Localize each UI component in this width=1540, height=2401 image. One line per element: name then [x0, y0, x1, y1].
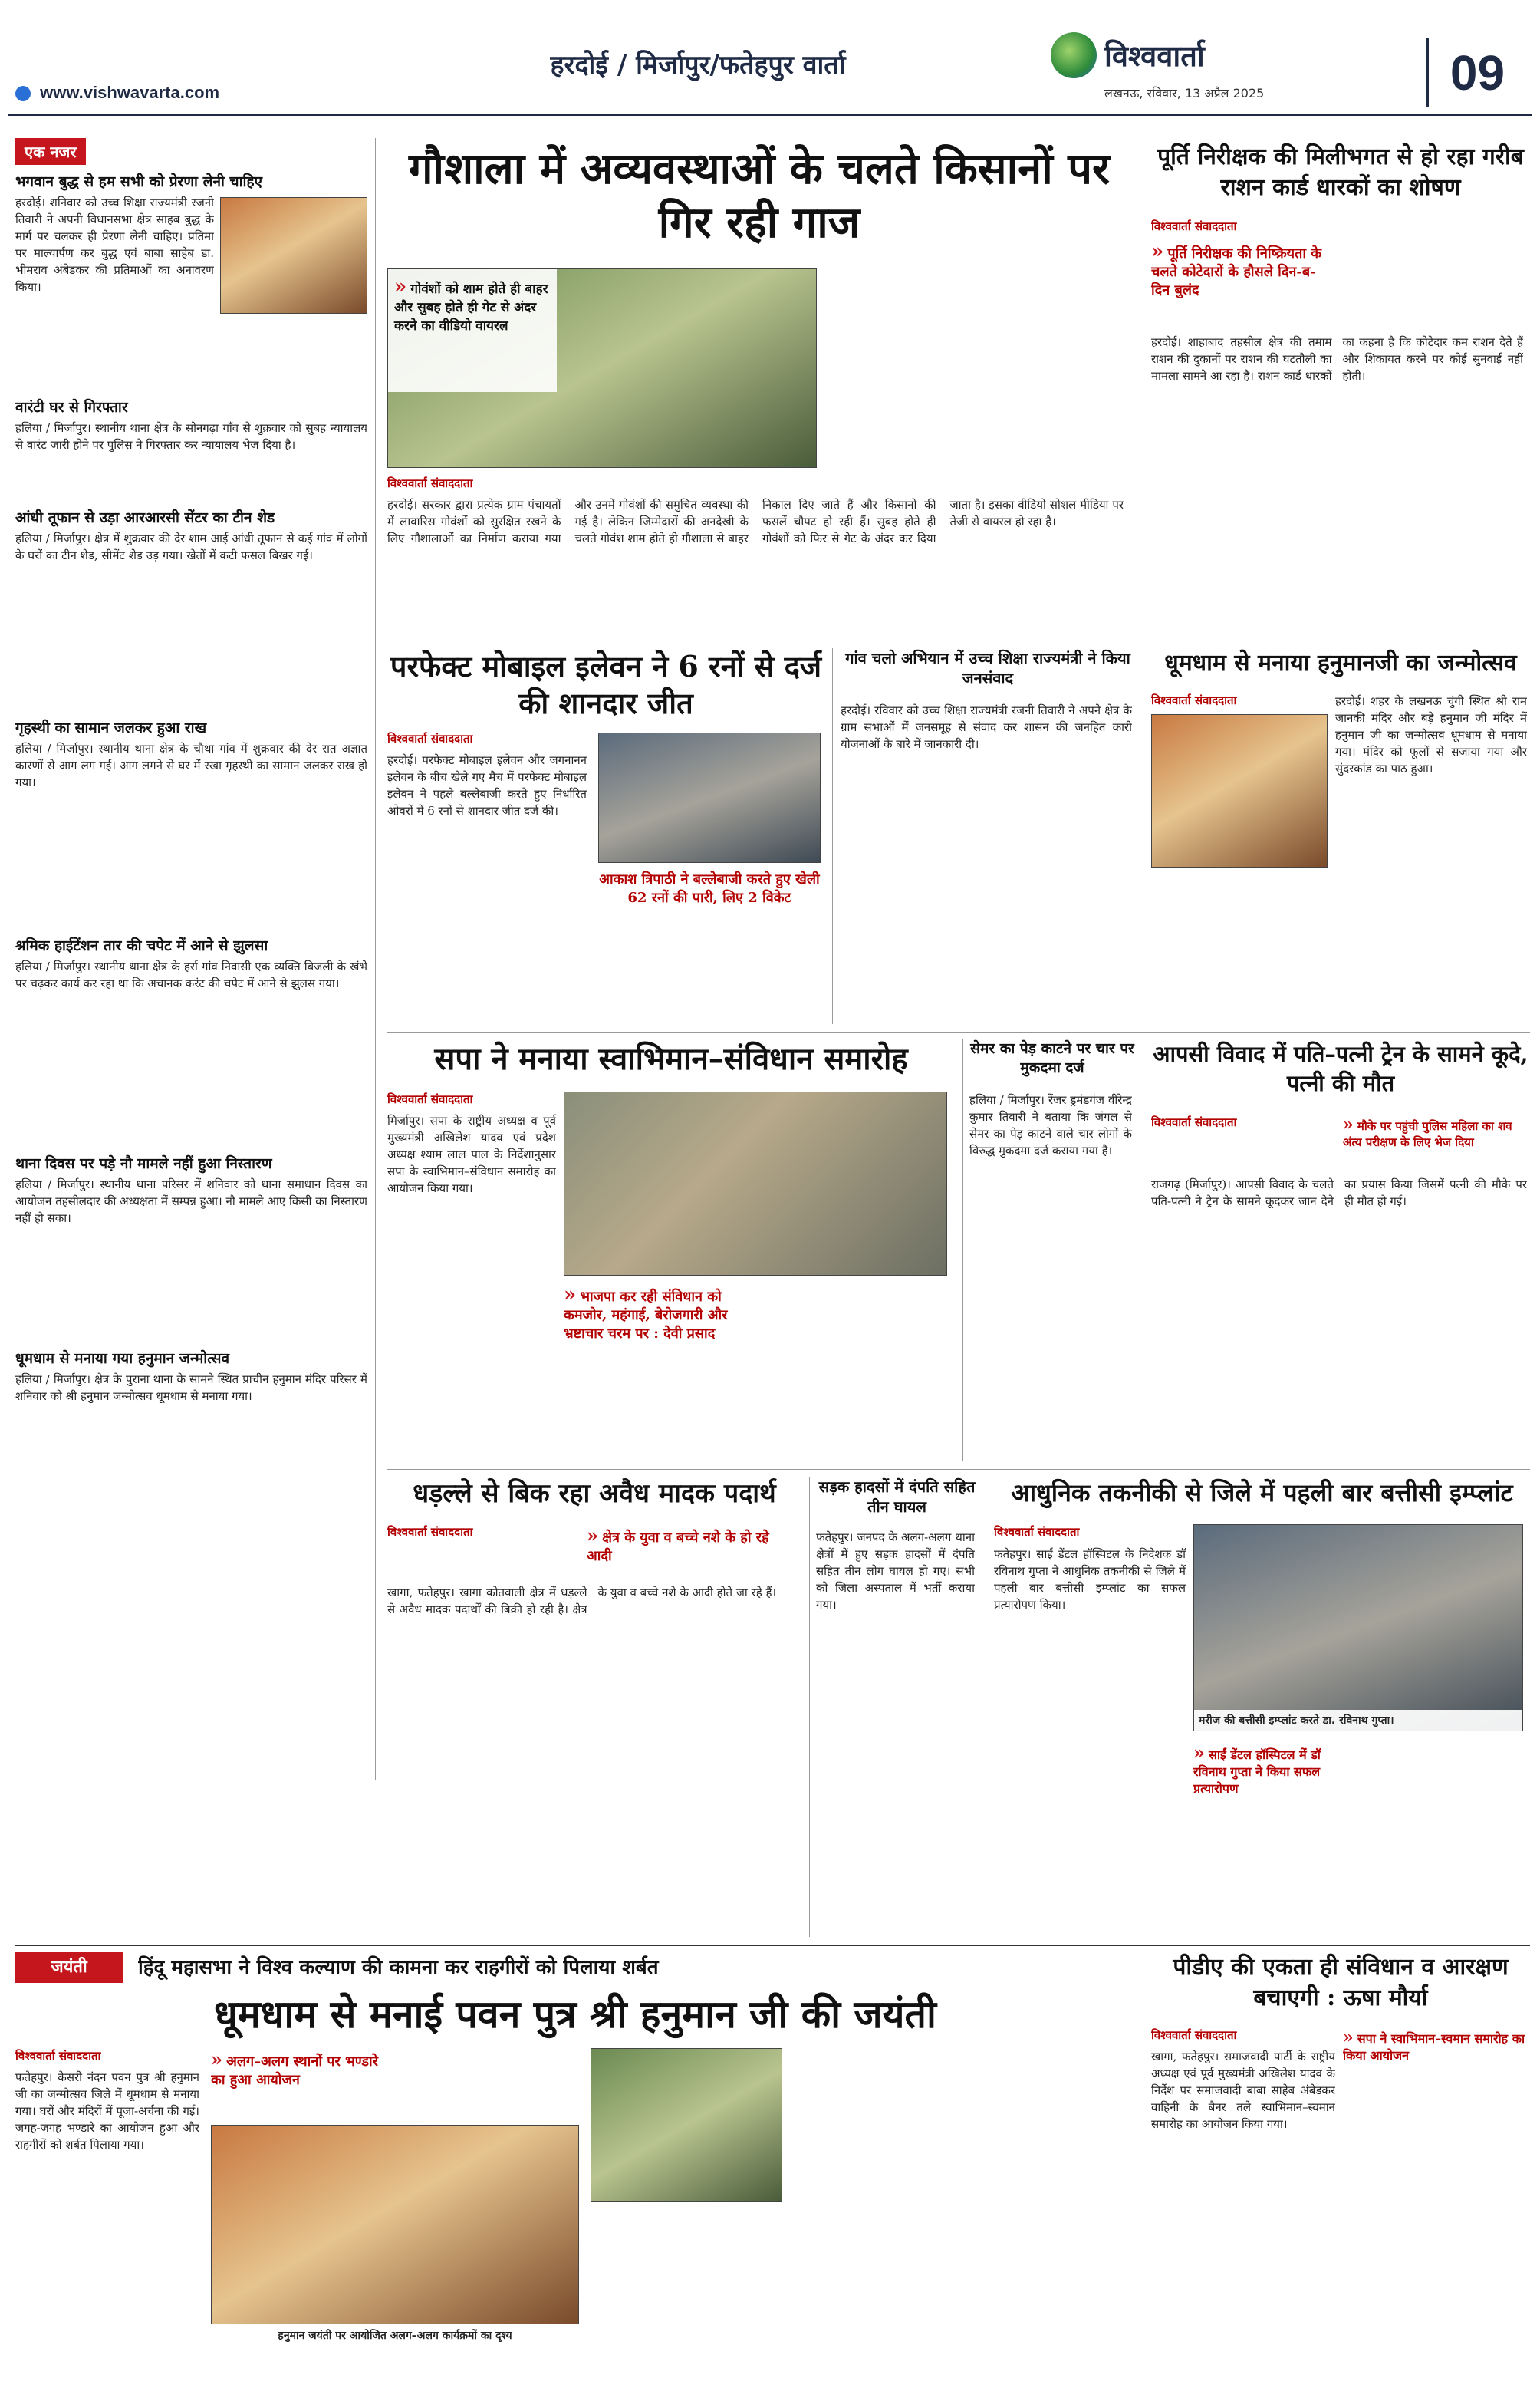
sidebar-item-title: थाना दिवस पर पड़े नौ मामले नहीं हुआ निस्तारण — [15, 1155, 272, 1172]
quote-mark-icon: » — [587, 1524, 598, 1546]
lead-story — [387, 142, 1131, 633]
implant-headline: आधुनिक तकनीकी से जिले में पहली बार बत्तीसी इम्प्लांट — [1011, 1478, 1513, 1507]
sidebar-item-title: वारंटी घर से गिरफ्तार — [15, 399, 128, 416]
jayanti-headline: धूमधाम से मनाई पवन पुत्र श्री हनुमान जी की जयंती — [213, 1991, 936, 2037]
divider — [387, 1032, 1530, 1033]
drugs-story — [387, 1477, 801, 1937]
samvidhan-byline — [387, 1092, 571, 1110]
jayanti-text: फतेहपुर। केसरी नंदन पवन पुत्र श्री हनुमान जी का जन्मोत्सव जिले में धूमधाम से मनाया गया। घरों और मंदिरों में पूजा-अर्चना की गई। जगह-जगह भण्डारे का आयोजन हुआ और राहगीरों को शर्बत पिलाया गया। — [15, 2070, 199, 2152]
quote-mark-icon: » — [1343, 2027, 1354, 2047]
byline-text: विश्ववार्ता संवाददाता — [1151, 219, 1237, 233]
byline-text: विश्ववार्ता संवाददाता — [994, 1525, 1080, 1539]
jayanti-photo-caption: हनुमान जयंती पर आयोजित अलग–अलग कार्यक्रमों का दृश्य — [278, 2330, 512, 2342]
sidebar-item-title: आंधी तूफान से उड़ा आरआरसी सेंटर का टीन शेड — [15, 509, 275, 526]
sidebar-tag: एक नजर — [15, 138, 86, 165]
accident-headline: सड़क हादसों में दंपति सहित तीन घायल — [818, 1477, 976, 1516]
implant-quote-text: साईं डेंटल हॉस्पिटल में डॉ रविनाथ गुप्ता ने किया सफल प्रत्यारोपण — [1193, 1747, 1321, 1796]
section-title: हरदोई / मिर्जापुर/फतेहपुर वार्ता — [550, 50, 846, 81]
jayanti-photo — [211, 2125, 579, 2324]
samvidhan-photo — [564, 1092, 947, 1276]
sidebar-item-title: धूमधाम से मनाया गया हनुमान जन्मोत्सव — [15, 1350, 230, 1367]
dispute-quote-text: मौके पर पहुंची पुलिस महिला का शव अंत्य परीक्षण के लिए भेज दिया — [1343, 1119, 1512, 1149]
lead-byline — [387, 476, 617, 494]
jayanti-tag: जयंती — [15, 1952, 123, 1983]
hanuman-headline: धूमधाम से मनाया हनुमानजी का जन्मोत्सव — [1164, 650, 1517, 677]
byline-text: विश्ववार्ता संवाददाता — [1151, 2028, 1237, 2042]
dispute-text: राजगढ़ (मिर्जापुर)। आपसी विवाद के चलते पति-पत्नी ने ट्रेन के सामने कूदकर जान देने का प्रयास किया जिसमें पत्नी की मौके पर ही मौत हो गई। — [1151, 1177, 1527, 1208]
globe-icon — [15, 86, 31, 101]
samvidhan-text: मिर्जापुर। सपा के राष्ट्रीय अध्यक्ष व पूर्व मुख्यमंत्री अखिलेश यादव एवं प्रदेश अध्यक्ष श्याम लाल पाल के निर्देशानुसार सपा के स्वाभिमान–संविधान समारोह का आयोजन किया गया। — [387, 1114, 556, 1195]
supply-text: हरदोई। शाहाबाद तहसील क्षेत्र की तमाम राशन की दुकानों पर राशन की घटतौली का मामला सामने आ रहा है। राशन कार्ड धारकों का कहना है कि कोटेदार कम राशन देते हैं और शिकायत करने पर कोई सुनवाई नहीं होती। — [1151, 335, 1523, 383]
site-url-text: www.vishwavarta.com — [40, 83, 220, 102]
dispute-quote — [1343, 1115, 1527, 1168]
lead-text: हरदोई। सरकार द्वारा प्रत्येक ग्राम पंचायतों में लावारिस गोवंशों को सुरक्षित रखने के लिए गौशालाओं का निर्माण कराया गया और उनमें गोवंशों की समुचित व्यवस्था की गई है। लेकिन जिम्मेदारों की अनदेखी के चलते गोवंश शाम होते ही गौशाला से बाहर निकाल दिए जाते हैं और किसानों की फसलें चौपट हो रही हैं। सुबह होते ही गोवंशों को फिर से गेट के अंदर कर दिया जाता है। इसका वीडियो सोशल मीडिया पर तेजी से वायरल हो रहा है। — [387, 498, 1124, 545]
accident-text: फतेहपुर। जनपद के अलग-अलग थाना क्षेत्रों में हुए सड़क हादसों में दंपति सहित तीन लोग घायल हो गए। सभी को जिला अस्पताल में भर्ती कराया गया। — [816, 1530, 975, 1612]
divider — [15, 1945, 1530, 1946]
sidebar-item — [15, 173, 367, 394]
village-headline: गांव चलो अभियान में उच्च शिक्षा राज्यमंत्री ने किया जनसंवाद — [845, 649, 1130, 687]
sidebar-item-title: भगवान बुद्ध से हम सभी को प्रेरणा लेनी चाहिए — [15, 173, 263, 190]
sidebar-item-title: श्रमिक हाईटेंशन तार की चपेट में आने से झुलसा — [15, 937, 268, 954]
jayanti-photo-2 — [591, 2048, 782, 2202]
samvidhan-headline: सपा ने मनाया स्वाभिमान–संविधान समारोह — [434, 1041, 908, 1077]
lead-photo — [387, 268, 817, 468]
logo-mark-icon — [1051, 32, 1097, 78]
sidebar-item-title: गृहस्थी का सामान जलकर हुआ राख — [15, 720, 207, 736]
sidebar-item — [15, 719, 367, 932]
pda-headline: पीडीए की एकता ही संविधान व आरक्षण बचाएगी : ऊषा मौर्या — [1173, 1954, 1509, 2011]
quote-mark-icon: » — [394, 275, 407, 298]
sidebar-item — [15, 937, 367, 1150]
sidebar-item-text: हलिया / मिर्जापुर। स्थानीय थाना परिसर में शनिवार को थाना समाधान दिवस का आयोजन तहसीलदार की अध्यक्षता में सम्पन्न हुआ। नौ मामले आए किसी का निस्तारण नहीं हो सका। — [15, 1177, 367, 1225]
page-number: 09 — [1426, 38, 1526, 107]
cricket-byline — [387, 731, 587, 749]
sidebar-item-photo — [220, 197, 367, 314]
accident-story — [809, 1477, 978, 1937]
cricket-story — [387, 648, 824, 1024]
paper-name: विश्ववार्ता — [1104, 39, 1205, 73]
hanuman-story — [1143, 648, 1530, 1024]
masthead-rule — [8, 114, 1532, 116]
drugs-quote — [587, 1524, 794, 1578]
cricket-photo-quote-text: आकाश त्रिपाठी ने बल्लेबाजी करते हुए खेली 62 रनों की पारी, लिए 2 विकेट — [599, 871, 820, 906]
drugs-headline: धड़ल्ले से बिक रहा अवैध मादक पदार्थ — [413, 1478, 776, 1509]
implant-photo-caption: मरीज की बत्तीसी इम्प्लांट करते डा. रविनाथ गुप्ता। — [1194, 1710, 1522, 1731]
byline-text: विश्ववार्ता संवाददाता — [387, 1092, 473, 1106]
quote-mark-icon: » — [1343, 1115, 1354, 1135]
byline-text: विश्ववार्ता संवाददाता — [1151, 1115, 1237, 1129]
jayanti-quote — [211, 2048, 395, 2117]
pda-text: खागा, फतेहपुर। समाजवादी पार्टी के राष्ट्रीय अध्यक्ष एवं पूर्व मुख्यमंत्री अखिलेश यादव के निर्देश पर समाजवादी बाबा साहेब अंबेडकर वाहिनी के बैनर तले स्वाभिमान–स्वमान समारोह का आयोजन किया गया। — [1151, 2050, 1335, 2131]
supply-quote — [1151, 240, 1328, 324]
cricket-text: हरदोई। परफेक्ट मोबाइल इलेवन और जगनानन इलेवन के बीच खेले गए मैच में परफेक्ट मोबाइल इलेवन ने पहले बल्लेबाजी करते हुए निर्धारित ओवरों में 6 रनों से शानदार जीत दर्ज की। — [387, 753, 587, 818]
drugs-text: खागा, फतेहपुर। खागा कोतवाली क्षेत्र में धड़ल्ले से अवैध मादक पदार्थों की बिक्री हो रही है। क्षेत्र के युवा व बच्चे नशे के आदी होते जा रहे हैं। — [387, 1586, 777, 1616]
quote-mark-icon: » — [1151, 240, 1164, 263]
tree-text: हलिया / मिर्जापुर। रेंजर ड्रमंडगंज वीरेन्द्र कुमार तिवारी ने बताया कि जंगल से सेमर का पेड़ काटने वाले चार लोगों के विरुद्ध मुकदमा दर्ज कराया गया है। — [969, 1093, 1132, 1158]
jayanti-kicker: हिंदू महासभा ने विश्व कल्याण की कामना कर राहगीरों को पिलाया शर्बत — [138, 1956, 659, 1979]
samvidhan-story — [387, 1039, 955, 1461]
supply-quote-text: पूर्ति निरीक्षक की निष्क्रियता के चलते कोटेदारों के हौसले दिन-ब-दिन बुलंद — [1151, 245, 1322, 298]
hanuman-byline — [1151, 693, 1335, 711]
quote-mark-icon: » — [564, 1283, 577, 1306]
lead-headline: गौशाला में अव्यवस्थाओं के चलते किसानों पर गिर रही गाज — [409, 143, 1110, 248]
village-text: हरदोई। रविवार को उच्च शिक्षा राज्यमंत्री रजनी तिवारी ने अपने क्षेत्र के ग्राम सभाओं में जनसमूह से संवाद कर शासन की जनहित कारी योजनाओं के बारे में जानकारी दी। — [841, 703, 1132, 751]
sidebar-item-text: हलिया / मिर्जापुर। स्थानीय थाना क्षेत्र के सोनगढ़ा गाँव से शुक्रवार को सुबह न्यायालय से वारंट जारी होने पर पुलिस ने गिरफ्तार कर न्यायालय भेज दिया है। — [15, 421, 367, 452]
byline-text: विश्ववार्ता संवाददाता — [15, 2049, 101, 2063]
dispute-story — [1143, 1039, 1530, 1461]
sidebar-item-text: हलिया / मिर्जापुर। क्षेत्र में शुक्रवार की देर शाम आई आंधी तूफान से कई गांव में लोगों के घरों का टीन शेड, सीमेंट शेड उड़ गया। खेतों में कटी फसल बिखर गई। — [15, 532, 367, 562]
masthead — [0, 0, 1540, 115]
quote-mark-icon: » — [211, 2048, 222, 2070]
implant-photo — [1193, 1524, 1523, 1731]
tree-headline: सेमर का पेड़ काटने पर चार पर मुकदमा दर्ज — [970, 1040, 1134, 1076]
pda-byline — [1151, 2027, 1335, 2046]
implant-byline — [994, 1524, 1178, 1543]
sidebar-item — [15, 509, 367, 714]
sidebar-item — [15, 1349, 367, 1570]
sidebar-item-text: हलिया / मिर्जापुर। क्षेत्र के पुराना थाना के सामने स्थित प्राचीन हनुमान मंदिर परिसर में शनिवार को श्री हनुमान जन्मोत्सव धूमधाम से मनाया गया। — [15, 1372, 367, 1403]
divider — [387, 1469, 1530, 1470]
dispute-byline — [1151, 1115, 1335, 1133]
drugs-byline — [387, 1524, 571, 1543]
pda-quote-text: सपा ने स्वाभिमान–स्वमान समारोह का किया आयोजन — [1343, 2031, 1525, 2063]
byline-text: विश्ववार्ता संवाददाता — [387, 732, 473, 746]
supply-story — [1143, 142, 1530, 633]
supply-headline: पूर्ति निरीक्षक की मिलीभगत से हो रहा गरीब राशन कार्ड धारकों का शोषण — [1157, 143, 1524, 201]
samvidhan-photo-quote-text: भाजपा कर रही संविधान को कमजोर, महंगाई, बेरोजगारी और भ्रष्टाचार चरम पर : देवी प्रसाद — [564, 1289, 728, 1342]
lead-photo-quote: गोवंशों को शाम होते ही बाहर और सुबह होते ही गेट से अंदर करने का वीडियो वायरल — [394, 282, 548, 334]
tree-story — [962, 1039, 1135, 1461]
jayanti-quote-text: अलग–अलग स्थानों पर भण्डारे का हुआ आयोजन — [211, 2054, 378, 2088]
sidebar-ek-nazar — [15, 138, 376, 1780]
sidebar-item-text: हलिया / मिर्जापुर। स्थानीय थाना क्षेत्र के चौथा गांव में शुक्रवार की देर रात अज्ञात कारणों से आग लग गई। आग लगने से घर में रखा गृहस्थी का सामान जलकर राख हो गया। — [15, 742, 367, 789]
implant-quote — [1193, 1741, 1347, 1826]
byline-text: विश्ववार्ता संवाददाता — [1151, 693, 1237, 707]
pda-story — [1143, 1952, 1530, 2389]
cricket-photo-quote — [598, 871, 821, 955]
cricket-headline: परफेक्ट मोबाइल इलेवन ने 6 रनों से दर्ज की शानदार जीत — [390, 649, 822, 720]
site-url[interactable] — [15, 83, 337, 107]
quote-mark-icon: » — [1193, 1741, 1205, 1764]
cricket-photo — [598, 733, 821, 863]
samvidhan-photo-quote — [564, 1283, 755, 1375]
sidebar-item — [15, 1154, 367, 1345]
village-story — [832, 648, 1135, 1024]
jayanti-story — [15, 1952, 1135, 2389]
implant-text: फतेहपुर। साईं डेंटल हॉस्पिटल के निदेशक डॉ रविनाथ गुप्ता ने आधुनिक तकनीकी से जिले में पहली बार बत्तीसी इम्प्लांट का सफल प्रत्यारोपण किया। — [994, 1547, 1186, 1612]
byline-text: विश्ववार्ता संवाददाता — [387, 1525, 473, 1539]
supply-byline — [1151, 219, 1381, 237]
sidebar-item-text: हलिया / मिर्जापुर। स्थानीय थाना क्षेत्र के हर्रा गांव निवासी एक व्यक्ति बिजली के खंभे पर चढ़कर कार्य कर रहा था कि अचानक करंट की चपेट में आने से झुलस गया। — [15, 960, 367, 990]
sidebar-item — [15, 398, 367, 504]
hanuman-text: हरदोई। शहर के लखनऊ चुंगी स्थित श्री राम जानकी मंदिर और बड़े हनुमान जी मंदिर में हनुमान जी का जन्मोत्सव धूमधाम से मनाया गया। मंदिर को फूलों से सजाया गया और सुंदरकांड का पाठ हुआ। — [1335, 694, 1527, 776]
implant-story — [986, 1477, 1530, 1937]
hanuman-photo — [1151, 714, 1328, 868]
sidebar-list — [15, 173, 367, 1570]
sidebar-item-text: हरदोई। शनिवार को उच्च शिक्षा राज्यमंत्री रजनी तिवारी ने अपनी विधानसभा क्षेत्र साहब बुद्ध के मार्ग पर चलकर ही प्रेरणा लेनी चाहिए। प्रतिमा पर माल्यार्पण कर बुद्ध एवं बाबा साहेब डा. भीमराव अंबेडकर की प्रतिमाओं का अनावरण किया। — [15, 196, 214, 294]
pda-quote — [1343, 2027, 1527, 2096]
photo-quote — [388, 269, 557, 392]
jayanti-byline — [15, 2048, 199, 2067]
drugs-quote-text: क्षेत्र के युवा व बच्चे नशे के हो रहे आदी — [587, 1530, 769, 1564]
dispute-headline: आपसी विवाद में पति–पत्नी ट्रेन के सामने कूदे, पत्नी की मौत — [1153, 1041, 1528, 1096]
dateline: लखनऊ, रविवार, 13 अप्रैल 2025 — [1104, 86, 1265, 100]
byline-text: विश्ववार्ता संवाददाता — [387, 476, 473, 490]
paper-logo — [1051, 31, 1296, 84]
